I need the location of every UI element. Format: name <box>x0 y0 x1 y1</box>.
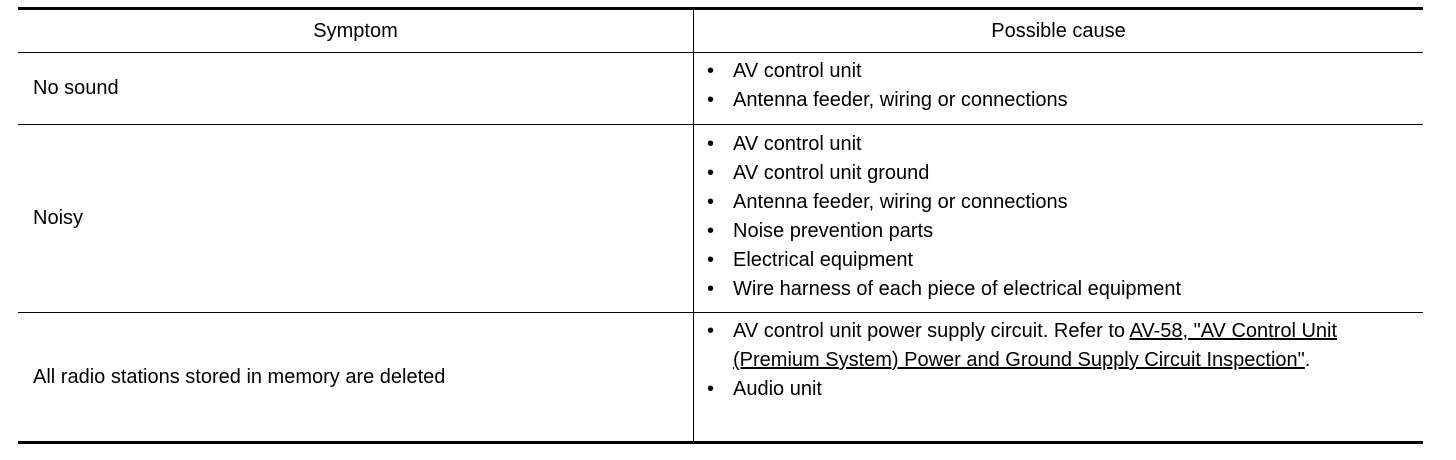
bullet-icon: • <box>707 162 715 184</box>
bullet-icon: • <box>707 133 715 155</box>
cause-text: AV control unit <box>733 60 862 82</box>
header-possible-cause: Possible cause <box>991 19 1126 42</box>
cause-list <box>707 317 1417 404</box>
bullet-icon: • <box>707 220 715 242</box>
cause-text: AV control unit ground <box>733 162 930 184</box>
cause-text: AV control unit <box>733 133 862 155</box>
cause-text: Antenna feeder, wiring or connections <box>733 191 1068 213</box>
cause-item <box>707 275 1417 304</box>
cause-text: Antenna feeder, wiring or connections <box>733 89 1068 111</box>
table-bottom-rule <box>18 441 1423 444</box>
cause-item <box>707 246 1417 275</box>
cause-item <box>707 217 1417 246</box>
bullet-icon: • <box>707 89 715 111</box>
cause-item <box>707 317 1417 375</box>
cause-text: Wire harness of each piece of electrical equipment <box>733 278 1182 300</box>
cause-item <box>707 57 1417 86</box>
bullet-icon: • <box>707 60 715 82</box>
cause-text: Audio unit <box>733 378 822 400</box>
bullet-icon: • <box>707 278 715 300</box>
cause-item <box>707 188 1417 217</box>
bullet-icon: • <box>707 191 715 213</box>
bullet-icon: • <box>707 249 715 271</box>
cause-text: Electrical equipment <box>733 249 914 271</box>
symptom-cell: No sound <box>33 77 119 99</box>
column-divider <box>693 10 694 441</box>
symptom-cell: All radio stations stored in memory are deleted <box>33 365 446 388</box>
reference-link[interactable]: AV-58, "AV Control Unit (Premium System) Power and Ground Supply Circuit Inspection" <box>733 320 1338 371</box>
cause-text: Noise prevention parts <box>733 220 934 242</box>
symptom-cell: Noisy <box>33 207 84 229</box>
header-divider <box>18 52 1423 53</box>
bullet-icon: • <box>707 320 715 342</box>
cause-text-suffix: . <box>1304 349 1311 371</box>
cause-list <box>707 57 1417 115</box>
cause-item <box>707 375 1417 404</box>
row-divider <box>18 124 1423 125</box>
bullet-icon: • <box>707 378 715 400</box>
cause-item <box>707 130 1417 159</box>
cause-item <box>707 86 1417 115</box>
cause-text: AV control unit power supply circuit. Refer to <box>733 320 1130 342</box>
header-symptom: Symptom <box>313 19 398 42</box>
cause-list <box>707 130 1417 304</box>
cause-item <box>707 159 1417 188</box>
